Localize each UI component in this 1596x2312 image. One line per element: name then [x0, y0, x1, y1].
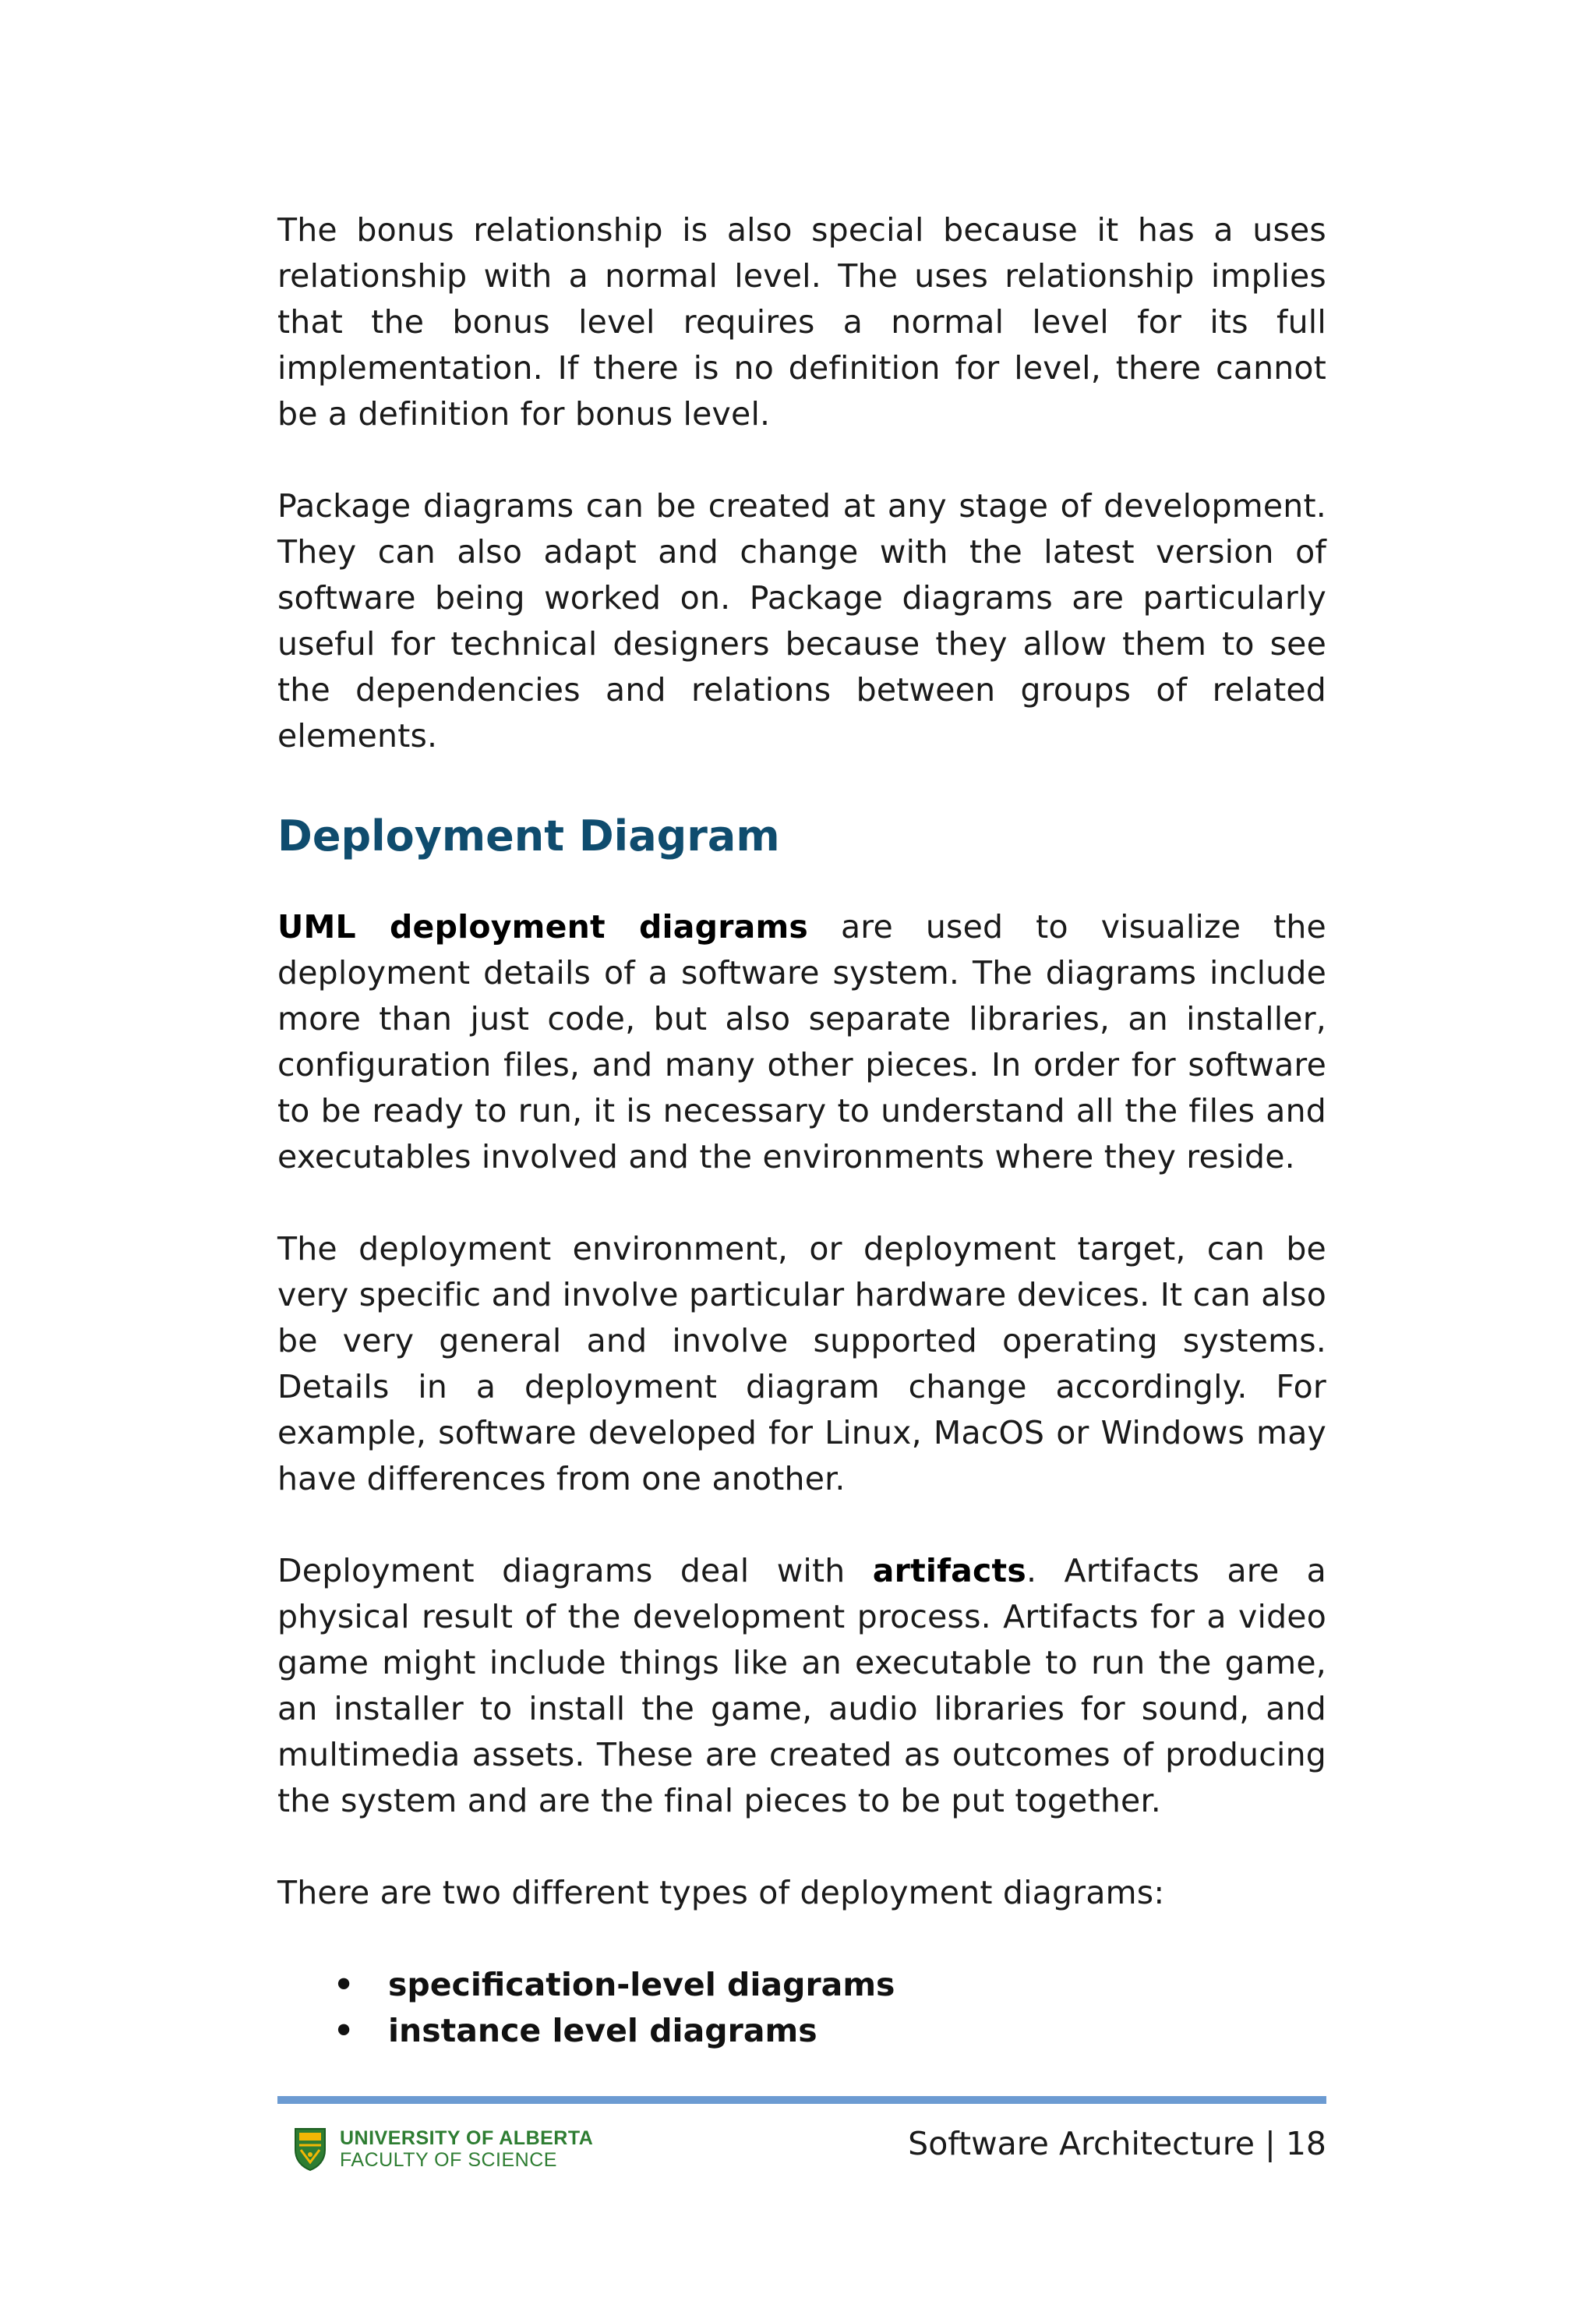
deployment-types-list	[277, 1962, 1326, 2054]
paragraph-artifacts	[277, 1548, 1326, 1824]
list-item	[277, 2008, 1326, 2054]
paragraph-artifacts-before: Deployment diagrams deal with	[277, 1552, 873, 1589]
paragraph-two-types: There are two different types of deployment diagrams:	[277, 1874, 1165, 1911]
page-content	[277, 207, 1326, 2054]
university-logo	[293, 2126, 593, 2172]
logo-university-name: UNIVERSITY OF ALBERTA	[340, 2127, 594, 2149]
section-heading-deployment-diagram: Deployment Diagram	[277, 811, 780, 861]
logo-faculty-name: FACULTY OF SCIENCE	[340, 2149, 557, 2171]
bold-term-uml-deployment-diagrams: UML deployment diagrams	[277, 908, 809, 946]
bullet-icon: •	[334, 2012, 355, 2049]
footer-divider	[277, 2096, 1326, 2104]
paragraph-bonus-relationship: The bonus relationship is also special because it has a uses relationship with a normal level. The uses relationship implies that the bonus level requires a normal level for its full implementation. If there is no definition for level, there cannot be a definition for bonus level.	[277, 211, 1326, 433]
list-item-text: specification-level diagrams	[388, 1966, 895, 2003]
paragraph-uml-deployment-text: are used to visualize the deployment details of a software system. The diagrams include more than just code, but also separate libraries, an installer, configuration files, and many other pieces. In order for software to be ready to run, it is necessary to understand all the files and executables involved and the environments where they reside.	[277, 908, 1326, 1175]
list-item-text: instance level diagrams	[388, 2012, 817, 2049]
bullet-icon: •	[334, 1966, 355, 2003]
university-logo-text	[340, 2127, 593, 2171]
footer-page-label: Software Architecture | 18	[908, 2125, 1326, 2162]
university-crest-icon	[293, 2126, 327, 2172]
list-item	[277, 1962, 1326, 2008]
paragraph-package-diagrams: Package diagrams can be created at any stage of development. They can also adapt and change with the latest version of software being worked on. Package diagrams are particularly useful for technical designers because they allow them to see the dependencies and relations between groups of related elements.	[277, 487, 1326, 755]
paragraph-uml-deployment	[277, 904, 1326, 1180]
paragraph-deployment-environment: The deployment environment, or deployment target, can be very specific and involve particular hardware devices. It can also be very general and involve supported operating systems. Details in a deployment diagram change accordingly. For example, software developed for Linux, MacOS or Windows may have differences from one another.	[277, 1230, 1326, 1497]
bold-term-artifacts: artifacts	[872, 1552, 1026, 1589]
paragraph-artifacts-after: . Artifacts are a physical result of the development process. Artifacts for a video game might include things like an executable to run the game, an installer to install the game, audio libraries for sound, and multimedia assets. These are created as outcomes of producing the system and are the final pieces to be put together.	[277, 1552, 1326, 1819]
